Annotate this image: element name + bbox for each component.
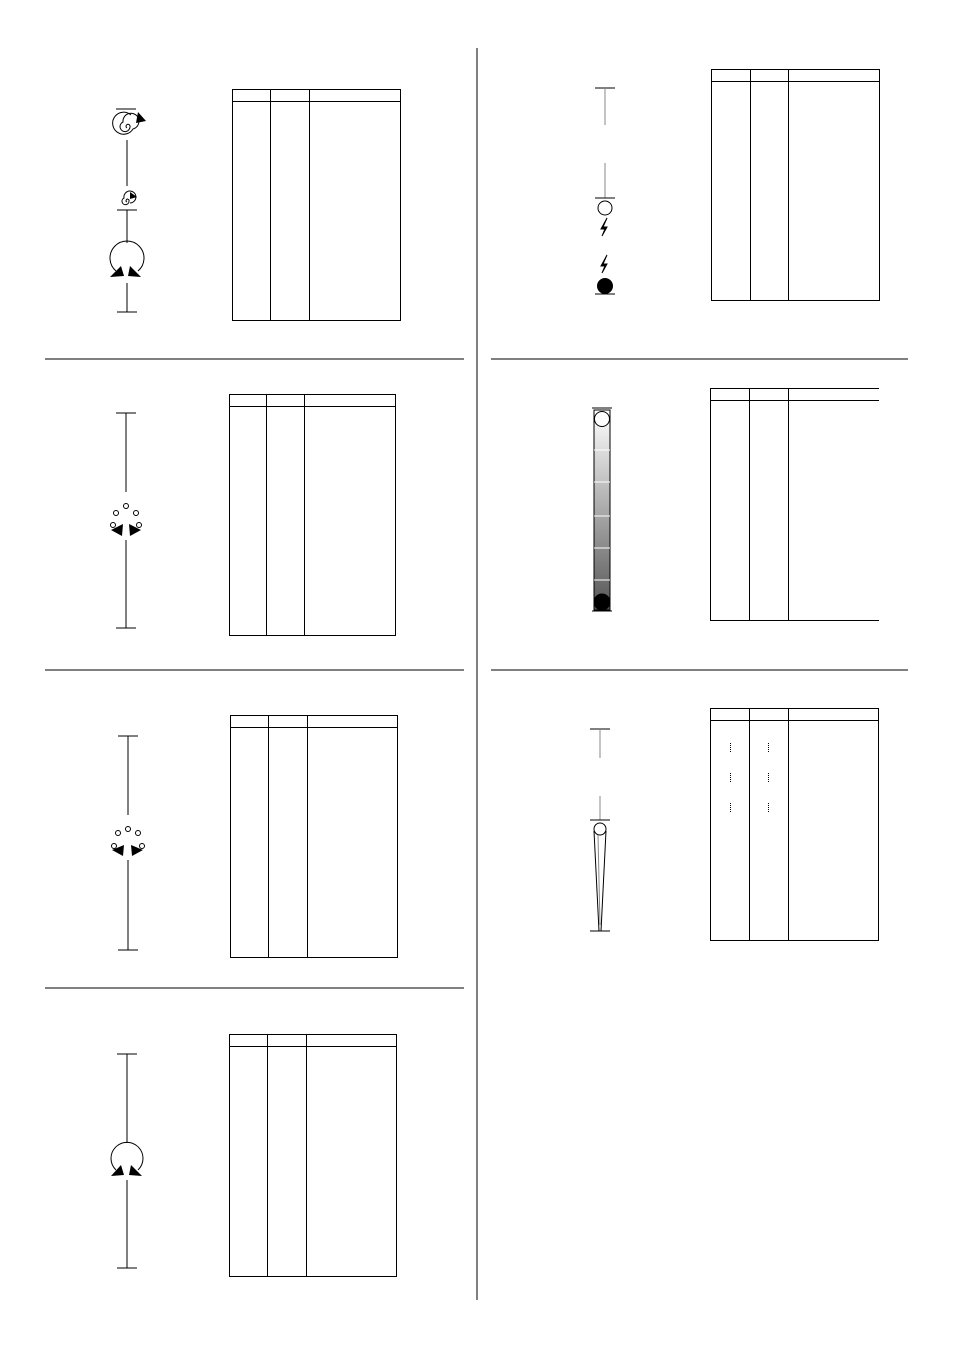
dotted-marker <box>768 743 769 752</box>
gradient-bar-symbol <box>592 408 612 611</box>
dotted-marker <box>730 743 731 752</box>
dotted-ring-arrows-symbol-1 <box>111 413 142 628</box>
spiral-arrows-symbol <box>110 109 146 312</box>
circle-arrows-symbol <box>111 1054 143 1268</box>
table-right-3 <box>710 708 879 941</box>
dotted-marker <box>730 773 731 782</box>
table-left-2 <box>229 394 396 636</box>
table-right-2 <box>710 388 879 621</box>
dotted-marker <box>768 803 769 812</box>
table-left-1 <box>232 89 401 321</box>
dotted-ring-arrows-symbol-2 <box>112 736 145 950</box>
lightning-circles-symbol <box>595 88 615 294</box>
dotted-marker <box>730 803 731 812</box>
dotted-marker <box>768 773 769 782</box>
table-left-4 <box>229 1034 397 1277</box>
table-right-1 <box>711 69 880 301</box>
table-left-3 <box>230 715 398 958</box>
tapered-rod-symbol <box>590 729 610 931</box>
